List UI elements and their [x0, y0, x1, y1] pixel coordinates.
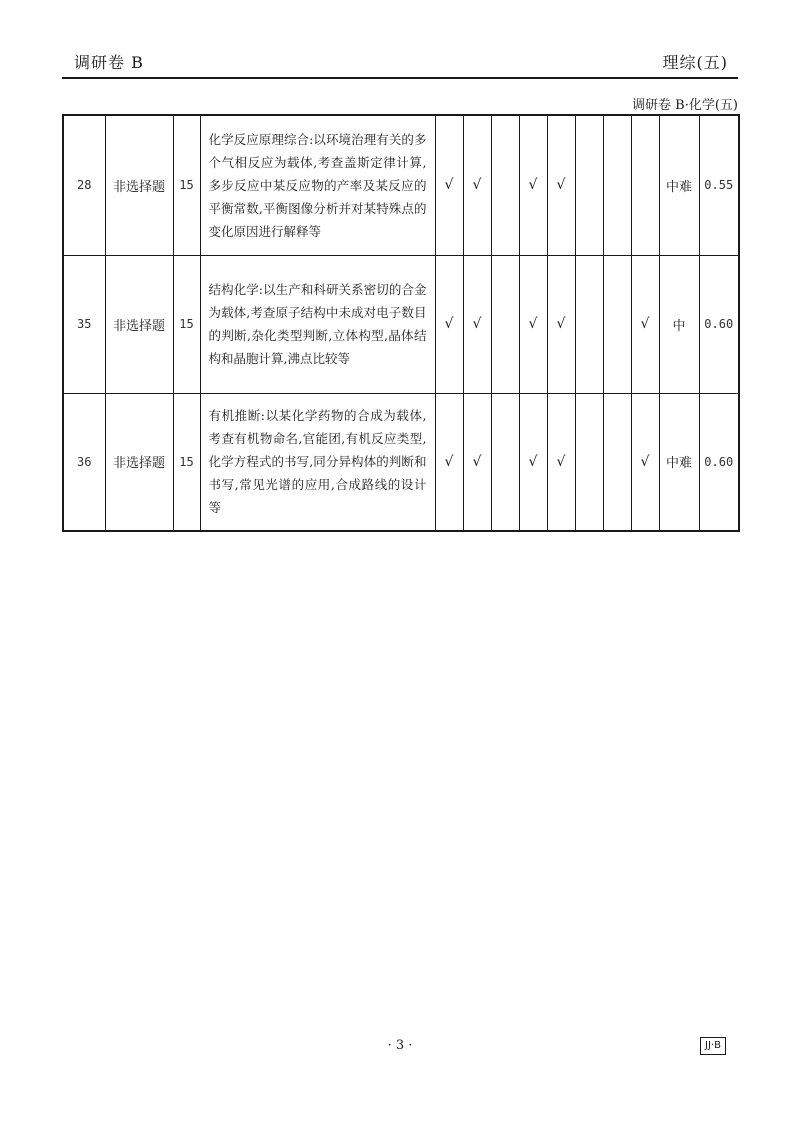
check-mark: √: [519, 255, 547, 393]
check-mark: [603, 115, 631, 255]
question-description: 化学反应原理综合:以环境治理有关的多个气相反应为载体,考查盖斯定律计算,多步反应中某反应物的产率及某反应的平衡常数,平衡图像分析并对某特殊点的变化原因进行解释等: [200, 115, 435, 255]
check-mark: √: [547, 393, 575, 531]
check-mark: [491, 393, 519, 531]
difficulty: 中: [659, 255, 699, 393]
check-mark: [603, 393, 631, 531]
check-mark: [575, 255, 603, 393]
check-mark: √: [435, 393, 463, 531]
difficulty-coefficient: 0.60: [699, 255, 739, 393]
check-mark: √: [463, 255, 491, 393]
difficulty: 中难: [659, 115, 699, 255]
check-mark: [603, 255, 631, 393]
question-type: 非选择题: [105, 393, 173, 531]
check-mark: √: [435, 115, 463, 255]
check-mark: √: [631, 393, 659, 531]
question-score: 15: [173, 115, 200, 255]
check-mark: √: [435, 255, 463, 393]
check-mark: [491, 255, 519, 393]
check-mark: √: [631, 255, 659, 393]
question-type: 非选择题: [105, 115, 173, 255]
difficulty-coefficient: 0.55: [699, 115, 739, 255]
header-left-title: 调研卷 B: [74, 53, 144, 72]
check-mark: √: [463, 115, 491, 255]
check-mark: √: [519, 393, 547, 531]
table-row: [63, 255, 739, 393]
check-mark: √: [463, 393, 491, 531]
check-mark: [575, 393, 603, 531]
question-score: 15: [173, 393, 200, 531]
analysis-table: [62, 114, 740, 532]
paper-code-badge: JJ·B: [700, 1037, 726, 1055]
difficulty-coefficient: 0.60: [699, 393, 739, 531]
check-mark: [491, 115, 519, 255]
question-description: 有机推断:以某化学药物的合成为载体,考查有机物命名,官能团,有机反应类型,化学方程式的书写,同分异构体的判断和书写,常见光谱的应用,合成路线的设计等: [200, 393, 435, 531]
header-divider: [62, 77, 738, 79]
question-number: 28: [63, 115, 105, 255]
difficulty: 中难: [659, 393, 699, 531]
question-type: 非选择题: [105, 255, 173, 393]
page-number: · 3 ·: [387, 1038, 413, 1053]
question-number: 36: [63, 393, 105, 531]
check-mark: √: [519, 115, 547, 255]
table-row: [63, 115, 739, 255]
check-mark: √: [547, 115, 575, 255]
check-mark: [631, 115, 659, 255]
check-mark: √: [547, 255, 575, 393]
question-description: 结构化学:以生产和科研关系密切的合金为载体,考查原子结构中未成对电子数目的判断,杂化类型判断,立体构型,晶体结构和晶胞计算,沸点比较等: [200, 255, 435, 393]
question-score: 15: [173, 255, 200, 393]
table-row: [63, 393, 739, 531]
section-subtitle: 调研卷 B·化学(五): [632, 98, 738, 113]
question-number: 35: [63, 255, 105, 393]
check-mark: [575, 115, 603, 255]
header-right-title: 理综(五): [662, 53, 728, 72]
